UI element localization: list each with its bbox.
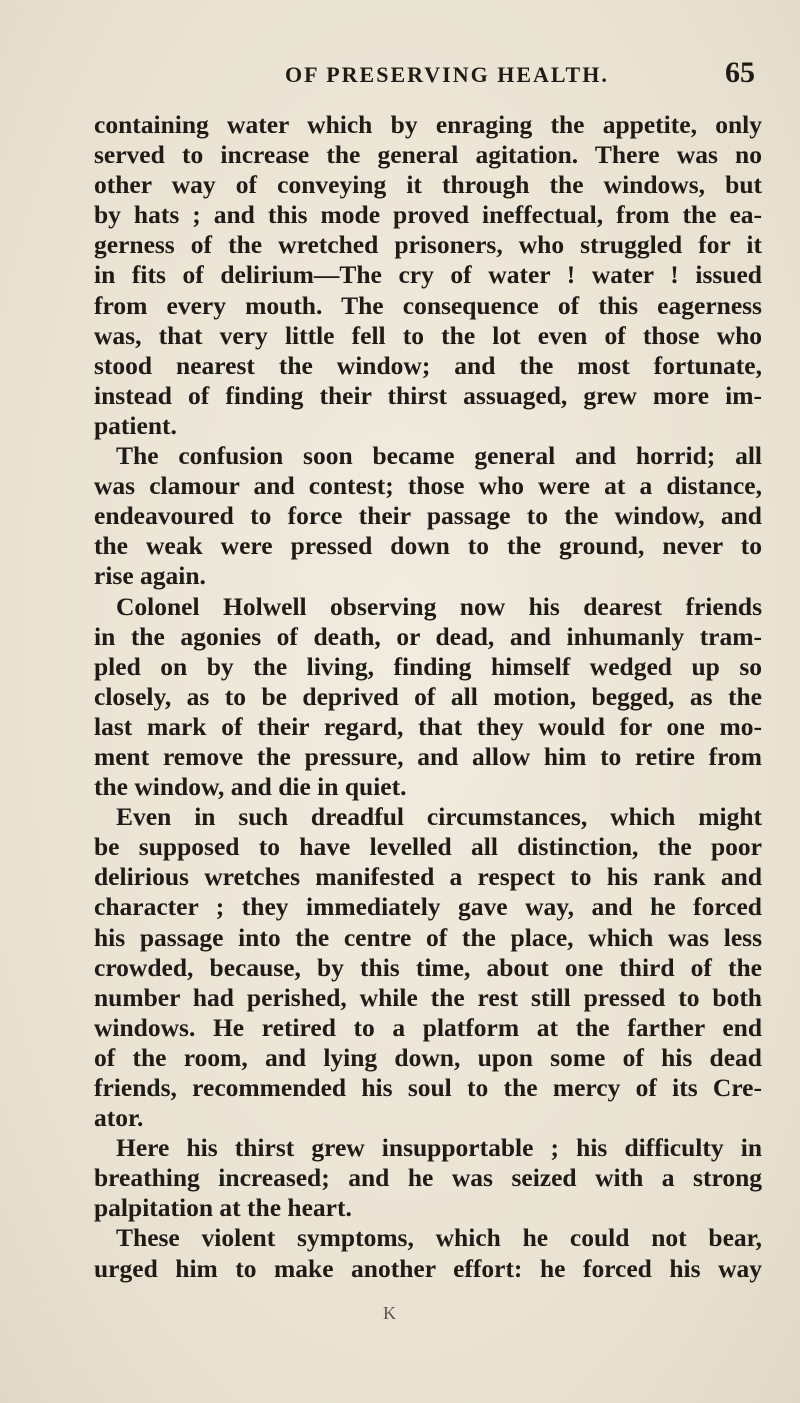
signature-mark: K (383, 1303, 396, 1323)
text-line: patient. (94, 410, 177, 440)
text-line: windows. He retired to a platform at the farther end (94, 1012, 762, 1042)
text-line: was, that very little fell to the lot even of those who (94, 320, 762, 350)
text-line: rise again. (94, 561, 206, 591)
text-line: the window, and die in quiet. (94, 772, 407, 802)
text-line: ment remove the pressure, and allow him to retire from (94, 741, 762, 771)
text-line: Here his thirst grew insupportable ; his difficulty in (116, 1133, 762, 1163)
text-line: The confusion soon became general and horrid; all (116, 441, 762, 471)
text-line: ator. (94, 1103, 144, 1133)
text-line: by hats ; and this mode proved ineffectual, from the ea- (94, 200, 762, 230)
text-line: the weak were pressed down to the ground, never to (94, 531, 762, 561)
text-line: other way of conveying it through the windows, but (94, 170, 762, 200)
text-line: friends, recommended his soul to the mercy of its Cre- (94, 1073, 762, 1102)
text-line: number had perished, while the rest still pressed to both (94, 982, 762, 1012)
text-line: pled on by the living, finding himself wedged up so (94, 651, 762, 681)
text-line: crowded, because, by this time, about one third of the (94, 952, 762, 982)
text-line: containing water which by enraging the appetite, only (94, 110, 762, 139)
text-line: These violent symptoms, which he could not bear, (116, 1223, 762, 1253)
text-line: urged him to make another effort: he forced his way (94, 1253, 762, 1283)
text-line: stood nearest the window; and the most fortunate, (94, 350, 762, 380)
text-line: served to increase the general agitation. There was no (94, 140, 762, 170)
text-line: in fits of delirium—The cry of water ! water ! issued (94, 260, 762, 290)
text-line: character ; they immediately gave way, and he forced (94, 892, 762, 922)
text-line: delirious wretches manifested a respect to his rank and (94, 862, 762, 892)
text-line: endeavoured to force their passage to the window, and (94, 501, 762, 531)
text-line: palpitation at the heart. (94, 1193, 352, 1223)
text-line: from every mouth. The consequence of this eagerness (94, 290, 762, 320)
text-line: gerness of the wretched prisoners, who struggled for it (94, 230, 762, 260)
text-line: in the agonies of death, or dead, and inhumanly tram- (94, 621, 762, 651)
running-head (285, 56, 755, 96)
text-line: his passage into the centre of the place, which was less (94, 922, 762, 952)
body-text (94, 110, 762, 1284)
text-line: of the room, and lying down, upon some of his dead (94, 1042, 762, 1072)
text-line: closely, as to be deprived of all motion, begged, as the (94, 681, 762, 711)
text-line: last mark of their regard, that they would for one mo- (94, 711, 762, 741)
text-line: Even in such dreadful circumstances, which might (116, 802, 762, 832)
text-line: be supposed to have levelled all distinction, the poor (94, 832, 762, 862)
running-head-title: OF PRESERVING HEALTH. (285, 62, 609, 87)
text-line: instead of finding their thirst assuaged, grew more im- (94, 380, 762, 410)
page-number: 65 (725, 56, 755, 89)
text-line: Colonel Holwell observing now his dearest friends (116, 591, 762, 621)
text-line: breathing increased; and he was seized with a strong (94, 1163, 762, 1193)
text-line: was clamour and contest; those who were at a distance, (94, 471, 762, 501)
